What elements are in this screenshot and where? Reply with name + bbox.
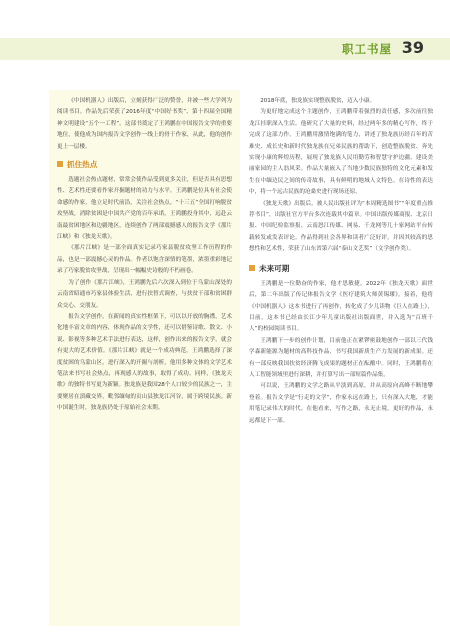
paragraph: 《那片江峡》是一部全面真实记录巧家县脱贫攻坚工作历程的作品，也是一部震撼心灵的作品。作者以饱含深情的笔墨，浓墨重彩地记录了巧家脱贫攻坚战，呈现出一幅幅史诗般的不朽画卷。 xyxy=(57,245,232,275)
paragraph: 王鸿鹏是一位勤奋的作家，他才思敏捷。2022年《独龙天歌》面世后，第二年出版了传记体报告文学《医疗建筑大师黄锡璆》。接着，他将《中国机器人》这本书进行了再创作，转化成了少儿读物《巨人在路上》，目前，这本书已经由长江少年儿童出版社出版面世，并入选为“百班千人”的校园阅读书目。 xyxy=(249,280,433,333)
page-number: 39 xyxy=(401,38,424,57)
paragraph: 为了创作《那片江峡》，王鸿鹏先后六次深入到位于乌蒙山深处的云南省昭通市巧家县体验生活，进行扶智式调查，与扶贫干部和贫困群众交心、交朋友。 xyxy=(57,279,232,309)
right-column xyxy=(249,96,433,427)
paragraph: 《独龙天歌》出版后，被人民出版社评为“本周精选图书”“年度重点推荐书目”，出版社官方平台多次连载其中篇章。中国出版传媒商报、北京日报、中国纪检监察报、云南怒江传媒、网易、千龙网等几十家网站平台转载转发或发表评论。作品得到社会各界和读者广泛好评，并因其较高的思想性和艺术性，荣获了山东省第六届“泰山文艺奖”（文学创作类）。 xyxy=(249,200,433,253)
left-column xyxy=(57,96,232,415)
section-heading-hot-topics xyxy=(57,160,232,170)
section-heading-text: 抓住热点 xyxy=(67,160,98,170)
section-heading-future xyxy=(249,264,433,274)
paragraph: 为更好地完成这个主题创作，王鸿鹏带着强烈的责任感，多次前往独龙江挂职深入生活。他研究了大量的史料，经过两年多的精心写作，终于完成了这部力作。王鸿鹏用激情饱满的笔力，讲述了独龙族历经百年的苦难史、成长史和新时代独龙族在兄弟民族的帮助下，创造整族脱贫、奔先实现小康的辉煌历程，展现了独龙族人民用勤劳和智慧守护边疆、建设美丽家园的主人翁风采。作品大量嵌入了当地少数民族独特的文化元素和发生在中缅边民之间的传奇故事，具有鲜明的地域人文特色。在诗性的表达中，将一个远古民族的沧桑史进行现场还原。 xyxy=(249,109,433,196)
section-title: 职工书屋 xyxy=(342,42,392,56)
section-heading-text: 未来可期 xyxy=(259,263,290,273)
square-bullet-icon xyxy=(249,265,255,271)
paragraph: 王鸿鹏下一步的创作计划，目前他正在紧锣密鼓地创作一部以三代钱学森新能源为题材的高科技作品，书写我国新质生产力发展的新成果。还有一部反映我国扶贫经济腾飞成果的题材正在酝酿中。同时，王鸿鹏将在人工智能领域里进行深耕，并打算写出一部短篇作品集。 xyxy=(249,337,433,378)
paragraph: 可以说，王鸿鹏的文学之路从平淡到高原，并从高原向高峰不断地攀登着。报告文学是“行走的文学”，作家永远在路上，只有深入大地，才能用笔记录伟大的时代。在他看来，写作之路，永无止境，更好的作品，永远都是下一部。 xyxy=(249,383,433,424)
paragraph: 2018年底，独龙族实现整族脱贫，迈入小康。 xyxy=(260,98,376,104)
paragraph: 《中国机器人》出版后，立刻获得广泛的赞誉，并被一些大学列为阅读书目。作品先后荣获了2016年度“中国好书奖”、第十四届全国精神文明建设“五个一工程”。这部书奠定了王鸿鹏在中国报告文学的重要地位，使他成为国内报告文学创作一线上的骨干作家，从此，他的创作更上一层楼。 xyxy=(57,98,232,150)
paragraph: 报告文学创作，在新闻的真实性框架下，可以以开放的胸襟，艺术化地丰富文章的内容，体现作品的文学性，还可以借鉴诗歌、散文、小说、影视等多种艺术手法进行表达，这样，创作出来的报告文学，就会有更大的艺术价值。《那片江峡》就是一个成功典范。王鸿鹏选择了深度贫困的乌蒙山区，进行深入的开掘与剖析，他用多种文体的文学艺术笔法来书写社会热点，再现感人的故事，取得了成功。同样，《独龙天歌》的独特书写更为新颖。独龙族是我国28个人口较少的民族之一，主要聚居在滇藏交界，毗邻缅甸的贡山县独龙江河谷，属于跨境民族。新中国诞生时，独龙族仍处于原始社会末期。 xyxy=(57,313,232,412)
page-margin xyxy=(0,0,22,640)
paragraph: 选题社会热点题材，常常会使作品受到更多关注，但是否具有思想性、艺术性还要看作家开掘题材的功力与水平。王鸿鹏是位具有社会使命感的作家，他立足时代前沿，关注社会热点。“十三五”全国打响脱贫攻坚战，消除贫困是中国共产党的百年承诺。王鸿鹏投身其中，远赴云南最贫困地区和边疆地区，连续创作了两部震撼感人的报告文学《那片江峡》和《独龙天歌》。 xyxy=(57,177,232,241)
square-bullet-icon xyxy=(57,161,63,167)
